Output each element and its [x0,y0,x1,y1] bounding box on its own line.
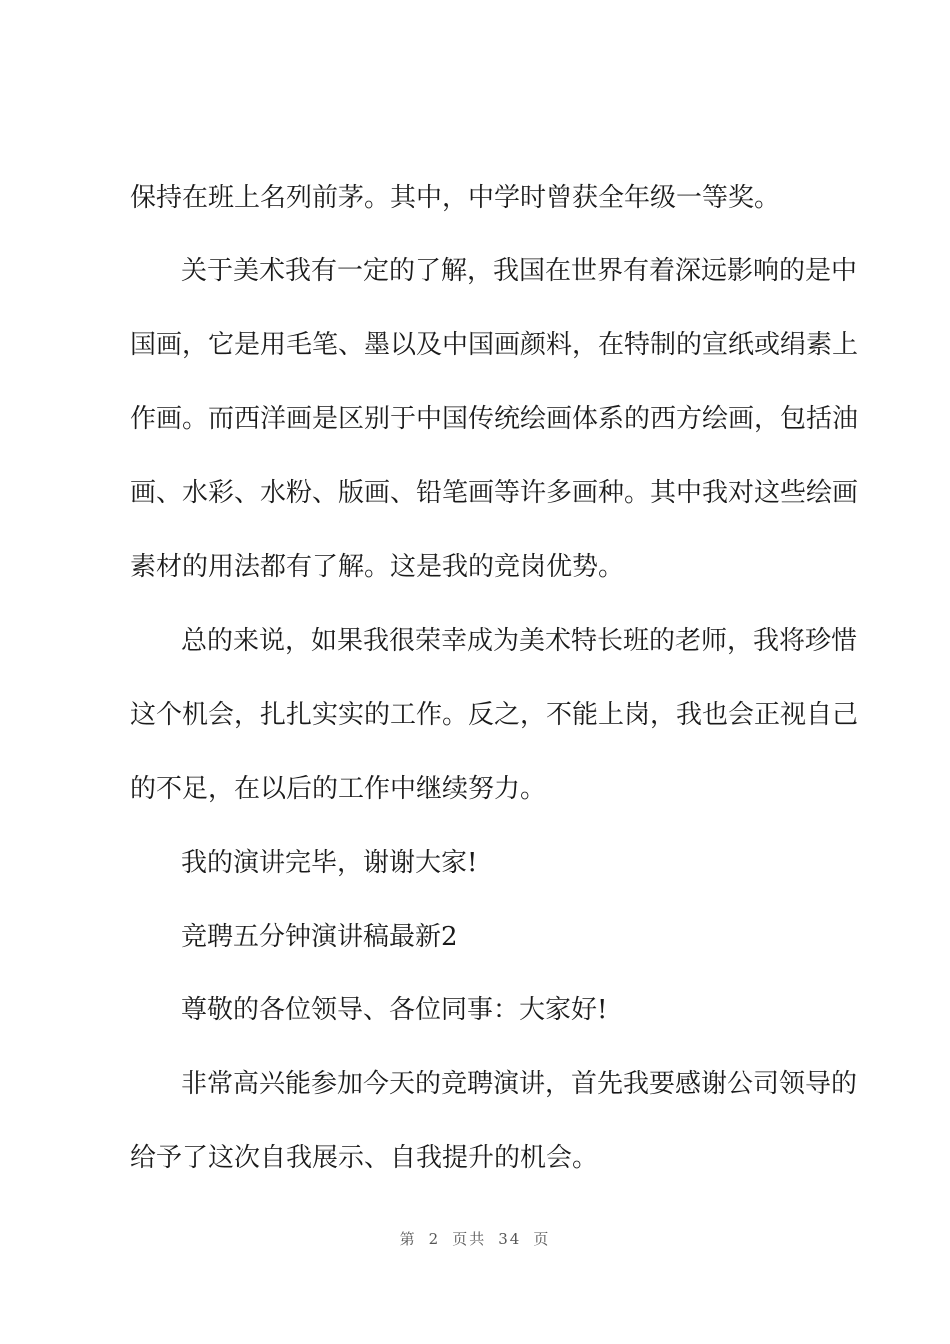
paragraph-line: 的不足，在以后的工作中继续努力。 [130,774,547,804]
paragraph-line: 素材的用法都有了解。这是我的竞岗优势。 [130,552,625,582]
paragraph-line: 我的演讲完毕，谢谢大家! [181,848,478,878]
paragraph-line: 给予了这次自我展示、自我提升的机会。 [130,1143,599,1173]
paragraph-line: 作画。而西洋画是区别于中国传统绘画体系的西方绘画，包括油 [130,404,859,434]
footer-suffix: 页 [533,1230,551,1248]
total-pages-number: 34 [498,1230,522,1248]
paragraph-line: 总的来说，如果我很荣幸成为美术特长班的老师，我将珍惜 [181,626,858,656]
current-page-number: 2 [428,1230,441,1248]
footer-mid: 页共 [452,1230,487,1248]
salutation: 尊敬的各位领导、各位同事：大家好! [181,995,608,1025]
section-heading: 竞聘五分钟演讲稿最新2 [181,922,458,952]
paragraph-line: 保持在班上名列前茅。其中，中学时曾获全年级一等奖。 [130,183,781,213]
paragraph-line: 非常高兴能参加今天的竞聘演讲，首先我要感谢公司领导的 [181,1069,858,1099]
paragraph-line: 画、水彩、水粉、版画、铅笔画等许多画种。其中我对这些绘画 [130,478,859,508]
footer-prefix: 第 [399,1230,417,1248]
paragraph-line: 国画，它是用毛笔、墨以及中国画颜料，在特制的宣纸或绢素上 [130,330,859,360]
paragraph-line: 这个机会，扎扎实实的工作。反之，不能上岗，我也会正视自己 [130,700,859,730]
page-footer [0,1228,950,1249]
paragraph-line: 关于美术我有一定的了解，我国在世界有着深远影响的是中 [181,256,858,286]
